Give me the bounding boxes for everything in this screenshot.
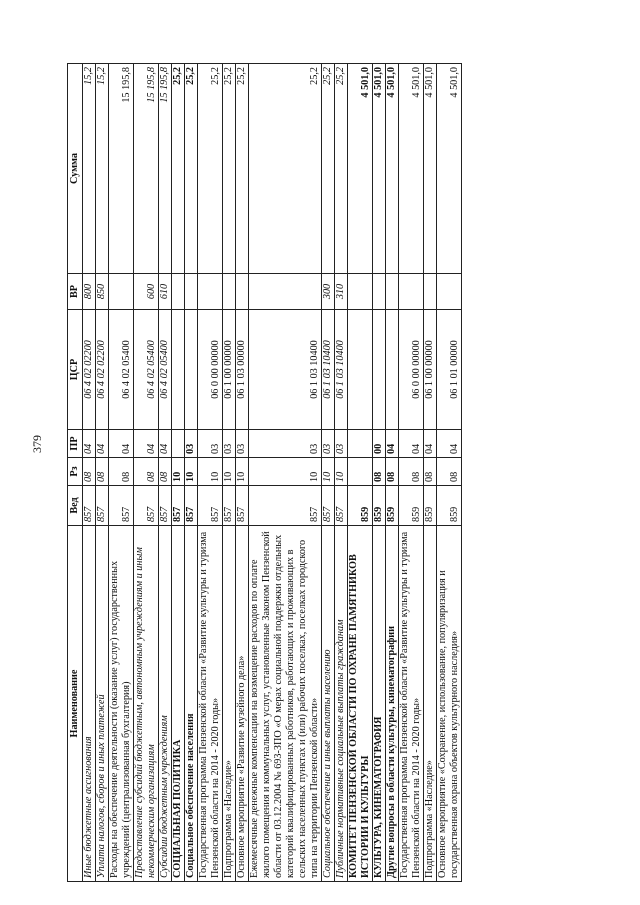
cell-vr: 850 [96,274,109,310]
cell-csr: 06 1 03 10400 [249,310,322,430]
cell-rz: 10 [172,458,185,486]
cell-vr [236,274,249,310]
cell-csr: 06 0 00 00000 [399,310,424,430]
cell-pr: 04 [96,430,109,458]
cell-ved: 859 [373,486,386,526]
cell-sum: 15 195,8 [159,64,172,274]
cell-vr: 800 [83,274,96,310]
table-row [83,64,96,882]
header-ved: Вед [68,486,83,526]
cell-pr: 03 [198,430,223,458]
cell-ved: 857 [198,486,223,526]
table-row [159,64,172,882]
cell-vr [348,274,373,310]
table-row [249,64,322,882]
header-name: Наименование [68,526,83,882]
cell-name: Социальное обеспечение населения [185,526,198,882]
cell-rz [348,458,373,486]
cell-pr: 03 [185,430,198,458]
budget-table-wrapper [67,64,462,882]
table-row [223,64,236,882]
cell-vr [399,274,424,310]
cell-rz: 08 [109,458,134,486]
cell-vr: 600 [134,274,159,310]
cell-name: Другие вопросы в области культуры, кинематографии [386,526,399,882]
cell-csr: 06 1 03 10400 [322,310,335,430]
cell-ved: 857 [172,486,185,526]
cell-name: Субсидии бюджетным учреждениям [159,526,172,882]
table-row [109,64,134,882]
cell-sum: 4 501,0 [399,64,424,274]
cell-sum: 15,2 [83,64,96,274]
cell-ved: 859 [399,486,424,526]
cell-sum: 25,2 [236,64,249,274]
cell-rz: 10 [185,458,198,486]
cell-pr: 00 [373,430,386,458]
cell-ved: 857 [83,486,96,526]
cell-rz: 10 [236,458,249,486]
header-csr: ЦСР [68,310,83,430]
table-row [424,64,437,882]
table-row [172,64,185,882]
table-row [322,64,335,882]
cell-sum: 4 501,0 [437,64,462,274]
cell-sum: 4 501,0 [348,64,373,274]
cell-sum: 25,2 [249,64,322,274]
cell-csr [185,310,198,430]
cell-sum: 15 195,8 [134,64,159,274]
cell-rz: 08 [373,458,386,486]
table-row [134,64,159,882]
cell-vr [249,274,322,310]
cell-vr [386,274,399,310]
cell-sum: 4 501,0 [386,64,399,274]
cell-vr [172,274,185,310]
cell-name: Государственная программа Пензенской области «Развитие культуры и туризма Пензенской области на 2014 - 2020 годы» [399,526,424,882]
cell-pr: 04 [437,430,462,458]
table-row [399,64,424,882]
header-rz: Рз [68,458,83,486]
cell-sum: 25,2 [335,64,348,274]
header-pr: ПР [68,430,83,458]
cell-name: КУЛЬТУРА, КИНЕМАТОГРАФИЯ [373,526,386,882]
cell-rz: 08 [399,458,424,486]
cell-pr: 04 [134,430,159,458]
cell-name: Расходы на обеспечение деятельности (оказание услуг) государственных учреждений (централизованная бухгалтерия) [109,526,134,882]
cell-csr: 06 1 01 00000 [437,310,462,430]
table-row [185,64,198,882]
cell-name: Ежемесячные денежные компенсации на возмещение расходов по оплате жилого помещения и коммунальных услуг, установленные Законом Пензенской области от 03.12.2004 № 693-ЗПО «О мерах социальной поддержки отдельных категорий квалифицированных работников, работающих и проживающих в сельских населенных пунктах и (или) рабочих поселках, поселках городского типа на территории Пензенской области» [249,526,322,882]
cell-name: Социальное обеспечение и иные выплаты населению [322,526,335,882]
cell-vr [437,274,462,310]
cell-vr: 310 [335,274,348,310]
cell-sum: 4 501,0 [373,64,386,274]
table-row [96,64,109,882]
cell-ved: 857 [109,486,134,526]
cell-ved: 859 [348,486,373,526]
cell-csr [172,310,185,430]
cell-name: СОЦИАЛЬНАЯ ПОЛИТИКА [172,526,185,882]
cell-sum: 25,2 [198,64,223,274]
cell-vr [109,274,134,310]
cell-pr: 04 [386,430,399,458]
cell-sum: 25,2 [172,64,185,274]
cell-vr [185,274,198,310]
cell-name: Иные бюджетные ассигнования [83,526,96,882]
table-row [236,64,249,882]
cell-csr: 06 4 02 02200 [96,310,109,430]
cell-csr: 06 1 03 00000 [236,310,249,430]
cell-rz: 08 [159,458,172,486]
cell-name: Подпрограмма «Наследие» [424,526,437,882]
cell-pr: 04 [399,430,424,458]
cell-rz: 08 [437,458,462,486]
cell-ved: 857 [185,486,198,526]
cell-csr: 06 4 02 05400 [109,310,134,430]
cell-ved: 857 [249,486,322,526]
cell-vr [198,274,223,310]
cell-pr [348,430,373,458]
cell-ved: 857 [335,486,348,526]
cell-sum: 25,2 [185,64,198,274]
cell-ved: 857 [96,486,109,526]
table-row [348,64,373,882]
cell-name: КОМИТЕТ ПЕНЗЕНСКОЙ ОБЛАСТИ ПО ОХРАНЕ ПАМЯТНИКОВ ИСТОРИИ И КУЛЬТУРЫ [348,526,373,882]
table-row [437,64,462,882]
cell-rz: 10 [198,458,223,486]
cell-csr: 06 4 02 05400 [134,310,159,430]
cell-name: Основное мероприятие «Развитие музейного дела» [236,526,249,882]
cell-ved: 857 [159,486,172,526]
table-row [373,64,386,882]
cell-sum: 25,2 [322,64,335,274]
cell-csr: 06 1 00 00000 [424,310,437,430]
cell-name: Основное мероприятие «Сохранение, использование, популяризация и государственная охрана объектов культурного наследия» [437,526,462,882]
cell-ved: 857 [223,486,236,526]
cell-vr: 300 [322,274,335,310]
cell-name: Предоставление субсидий бюджетным, автономным учреждениям и иным некоммерческим организациям [134,526,159,882]
table-header-row [68,64,83,882]
cell-rz: 08 [424,458,437,486]
cell-name: Публичные нормативные социальные выплаты гражданам [335,526,348,882]
table-row [335,64,348,882]
cell-rz: 08 [96,458,109,486]
cell-pr: 03 [249,430,322,458]
cell-sum: 15 195,8 [109,64,134,274]
cell-ved: 857 [236,486,249,526]
cell-sum: 4 501,0 [424,64,437,274]
cell-ved: 859 [386,486,399,526]
cell-vr [373,274,386,310]
cell-ved: 857 [134,486,159,526]
cell-vr [223,274,236,310]
cell-rz: 08 [83,458,96,486]
cell-vr [424,274,437,310]
cell-pr: 03 [335,430,348,458]
budget-table [67,63,462,882]
cell-csr [373,310,386,430]
cell-csr: 06 4 02 05400 [159,310,172,430]
cell-csr: 06 4 02 02200 [83,310,96,430]
cell-pr: 04 [424,430,437,458]
cell-name: Уплата налогов, сборов и иных платежей [96,526,109,882]
cell-sum: 25,2 [223,64,236,274]
header-sum: Сумма [68,64,83,274]
cell-sum: 15,2 [96,64,109,274]
cell-csr: 06 1 03 10400 [335,310,348,430]
cell-csr: 06 0 00 00000 [198,310,223,430]
cell-ved: 857 [322,486,335,526]
cell-pr: 04 [109,430,134,458]
cell-rz: 08 [134,458,159,486]
cell-rz: 08 [386,458,399,486]
cell-rz: 10 [223,458,236,486]
cell-ved: 859 [424,486,437,526]
cell-csr [348,310,373,430]
table-row [198,64,223,882]
cell-pr: 03 [322,430,335,458]
cell-rz: 10 [322,458,335,486]
cell-csr: 06 1 00 00000 [223,310,236,430]
page-number: 379 [30,435,44,453]
cell-ved: 859 [437,486,462,526]
cell-csr [386,310,399,430]
header-vr: ВР [68,274,83,310]
cell-pr [172,430,185,458]
cell-vr: 610 [159,274,172,310]
table-row [386,64,399,882]
cell-rz: 10 [335,458,348,486]
cell-pr: 04 [83,430,96,458]
cell-name: Государственная программа Пензенской области «Развитие культуры и туризма Пензенской области на 2014 - 2020 годы» [198,526,223,882]
cell-rz: 10 [249,458,322,486]
cell-pr: 04 [159,430,172,458]
cell-pr: 03 [236,430,249,458]
cell-pr: 03 [223,430,236,458]
cell-name: Подпрограмма «Наследие» [223,526,236,882]
